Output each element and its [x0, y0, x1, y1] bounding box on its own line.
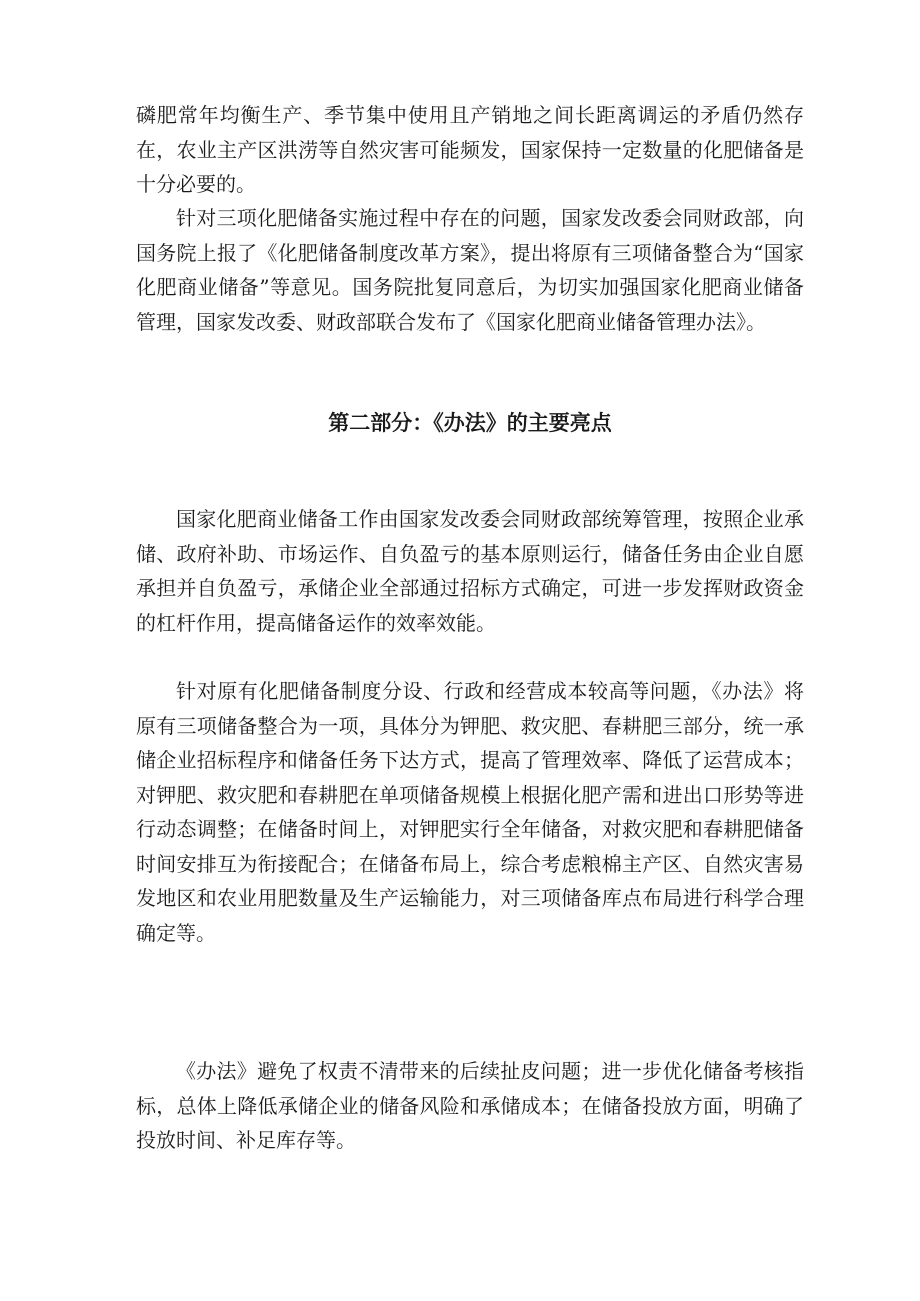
paragraph-accountability: 《办法》避免了权责不清带来的后续扯皮问题；进一步优化储备考核指标，总体上降低承储企业的储备风险和承储成本；在储备投放方面，明确了投放时间、补足库存等。: [136, 1059, 804, 1152]
paragraph-reserve-integration: 针对原有化肥储备制度分设、行政和经营成本较高等问题，《办法》将原有三项储备整合为一项，具体分为钾肥、救灾肥、春耕肥三部分，统一承储企业招标程序和储备任务下达方式，提高了管理效率、降低了运营成本；对钾肥、救灾肥和春耕肥在单项储备规模上根据化肥产需和进出口形势等进行动态调整；在储备时间上，对钾肥实行全年储备，对救灾肥和春耕肥储备时间安排互为衔接配合；在储备布局上，综合考虑粮棉主产区、自然灾害易发地区和农业用肥数量及生产运输能力，对三项储备库点布局进行科学合理确定等。: [136, 679, 804, 945]
paragraph-reform-plan: 针对三项化肥储备实施过程中存在的问题，国家发改委会同财政部，向国务院上报了《化肥储备制度改革方案》，提出将原有三项储备整合为“国家化肥商业储备”等意见。国务院批复同意后，为切实加强国家化肥商业储备管理，国家发改委、财政部联合发布了《国家化肥商业储备管理办法》。: [136, 206, 804, 334]
paragraph-management-principles: 国家化肥商业储备工作由国家发改委会同财政部统筹管理，按照企业承储、政府补助、市场运作、自负盈亏的基本原则运行，储备任务由企业自愿承担并自负盈亏，承储企业全部通过招标方式确定，可进一步发挥财政资金的杠杆作用，提高储备运作的效率效能。: [136, 507, 804, 635]
section-heading: 第二部分：《办法》的主要亮点: [328, 411, 612, 435]
paragraph-fertilizer-reserve-necessity: 磷肥常年均衡生产、季节集中使用且产销地之间长距离调运的矛盾仍然存在，农业主产区洪涝等自然灾害可能频发，国家保持一定数量的化肥储备是十分必要的。: [136, 103, 804, 196]
